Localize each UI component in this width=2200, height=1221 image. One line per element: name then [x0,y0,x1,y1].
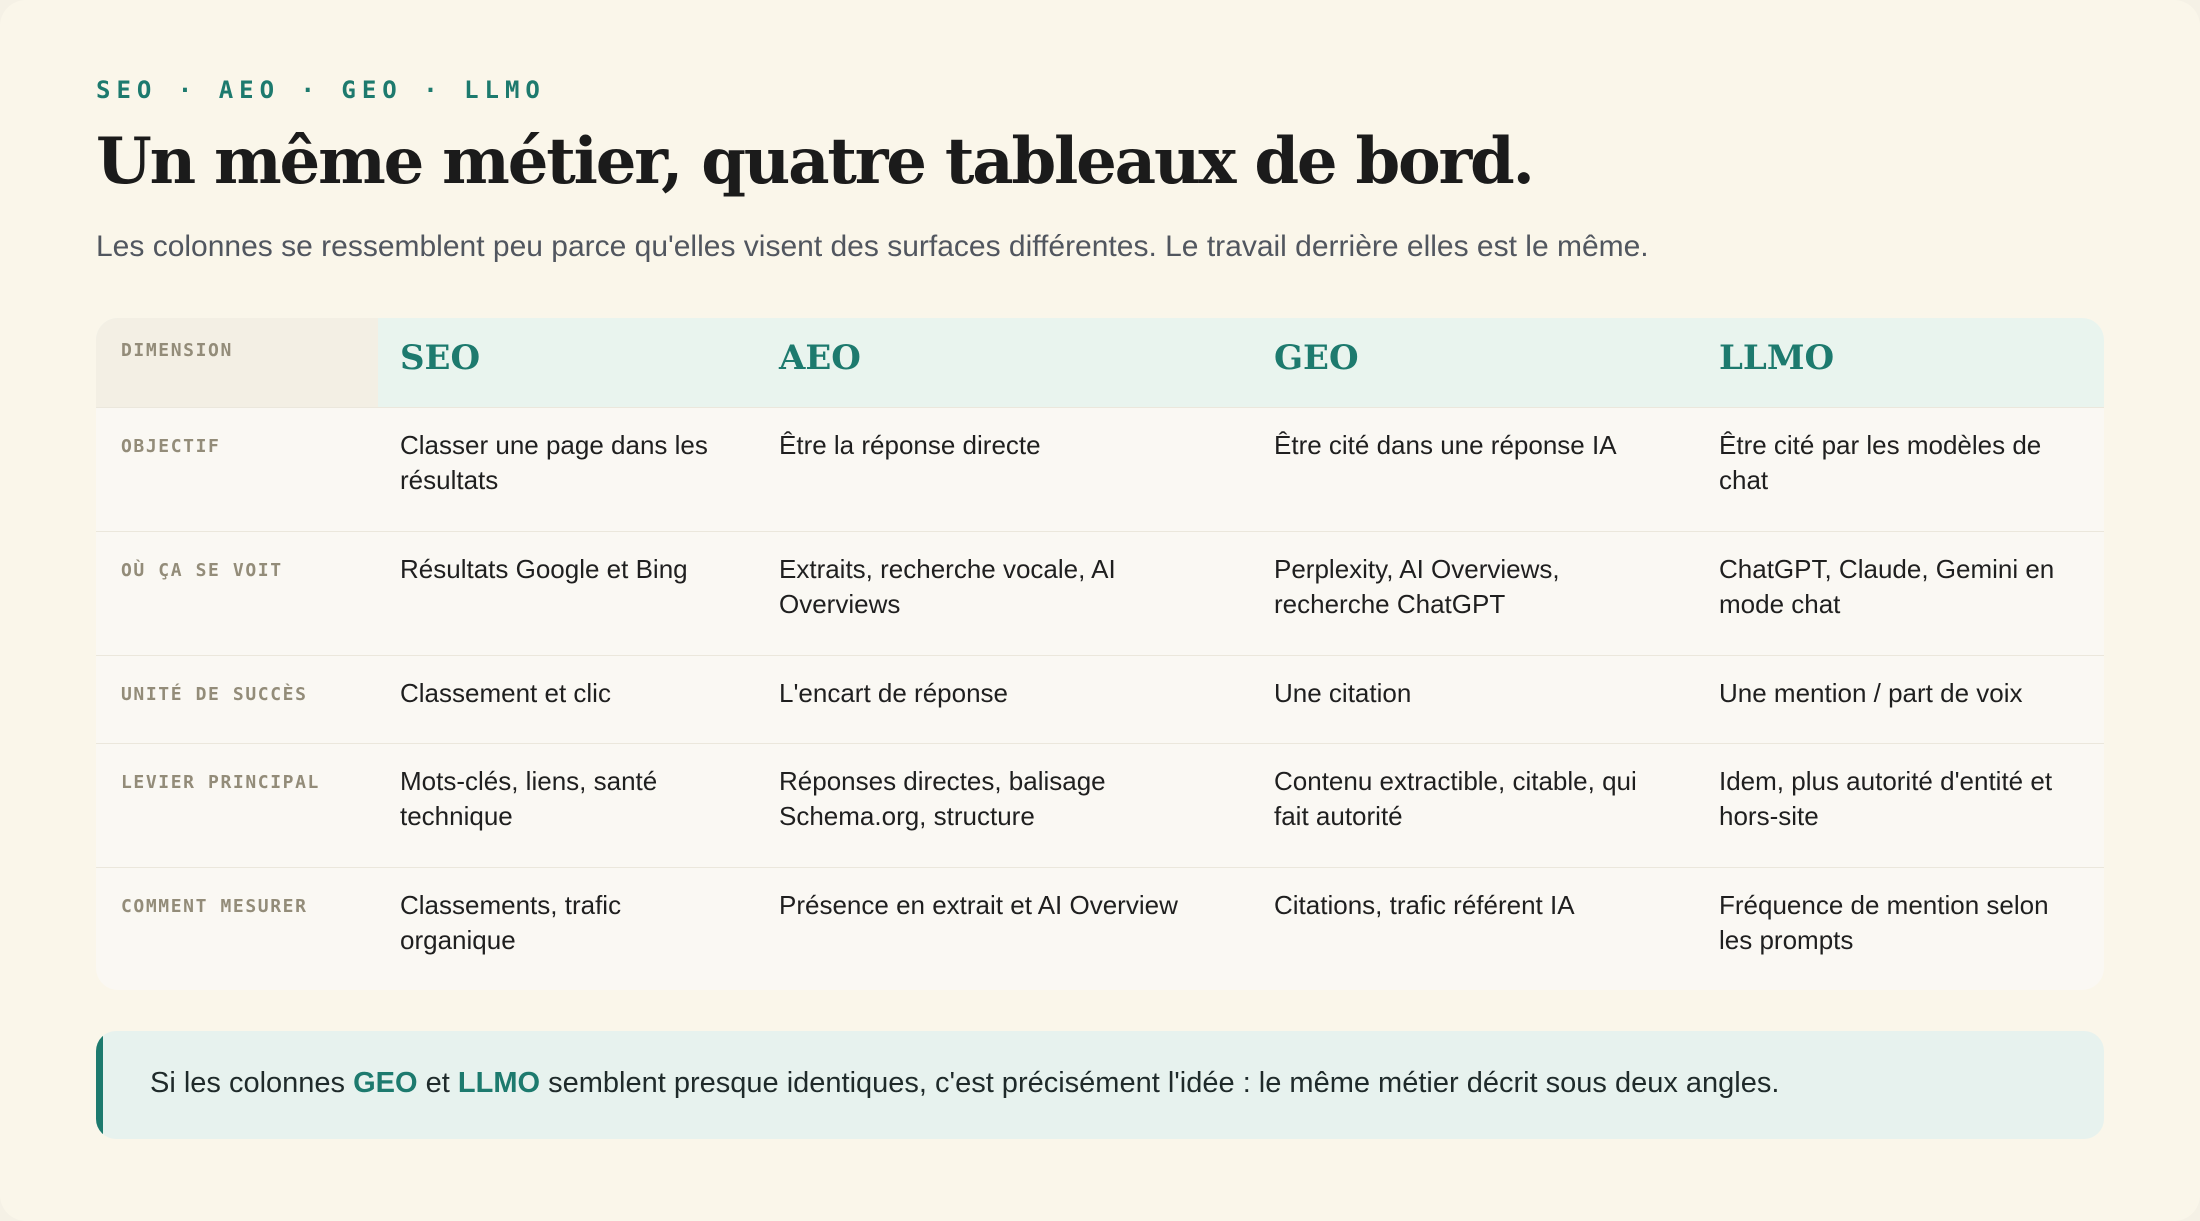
row-label: LEVIER PRINCIPAL [121,772,320,793]
callout-prefix: Si les colonnes [150,1067,354,1099]
row-label: OBJECTIF [121,436,221,457]
table-cell: Présence en extrait et AI Overview [779,890,1178,920]
table-cell: Citations, trafic référent IA [1274,890,1575,920]
table-cell: Résultats Google et Bing [400,554,688,584]
table-cell: Idem, plus autorité d'entité et hors-site [1719,766,2053,831]
table-row [96,868,2104,990]
row-label: OÙ ÇA SE VOIT [121,560,283,581]
table-cell: Contenu extractible, citable, qui fait autorité [1274,766,1637,831]
callout-middle: et [417,1067,458,1099]
callout-text [150,1067,1779,1100]
table-row [96,744,2104,868]
column-header-llmo: LLMO [1719,338,1835,378]
dimension-header-cell [96,318,378,407]
table-cell: Classement et clic [400,678,611,708]
table-cell: L'encart de réponse [779,678,1009,708]
callout-accent-bar [96,1031,103,1139]
page-subtitle: Les colonnes se ressemblent peu parce qu'elles visent des surfaces différentes. Le travail derrière elles est le même. [96,230,1649,263]
callout-highlight-geo: GEO [353,1067,418,1099]
column-header-aeo: AEO [779,338,861,378]
table-cell: Une citation [1274,678,1412,708]
comparison-table [96,318,2104,990]
page-title: Un même métier, quatre tableaux de bord. [96,124,1533,199]
table-cell: Être cité par les modèles de chat [1719,430,2042,495]
table-row [96,532,2104,656]
table-cell: Classements, trafic organique [400,890,622,955]
dimension-header: DIMENSION [121,340,233,361]
eyebrow-label: SEO · AEO · GEO · LLMO [96,76,546,104]
callout-highlight-llmo: LLMO [457,1067,541,1099]
table-cell: Être la réponse directe [779,430,1041,460]
table-cell: Être cité dans une réponse IA [1274,430,1617,460]
column-header-seo: SEO [400,338,481,378]
row-label: UNITÉ DE SUCCÈS [121,684,308,705]
table-row [96,408,2104,532]
table-cell: Réponses directes, balisage Schema.org, structure [779,766,1106,831]
table-cell: Une mention / part de voix [1719,678,2023,708]
column-header-geo: GEO [1274,338,1359,378]
table-cell: Fréquence de mention selon les prompts [1719,890,2049,955]
table-row [96,656,2104,744]
table-cell: Extraits, recherche vocale, AI Overviews [779,554,1116,619]
table-cell: ChatGPT, Claude, Gemini en mode chat [1719,554,2055,619]
table-header-row [96,318,2104,408]
table-cell: Classer une page dans les résultats [400,430,708,495]
table-cell: Perplexity, AI Overviews, recherche ChatGPT [1274,554,1560,619]
callout-box [96,1031,2104,1139]
table-cell: Mots-clés, liens, santé technique [400,766,658,831]
row-label: COMMENT MESURER [121,896,308,917]
callout-suffix: semblent presque identiques, c'est précisément l'idée : le même métier décrit sous deux angles. [540,1067,1780,1099]
